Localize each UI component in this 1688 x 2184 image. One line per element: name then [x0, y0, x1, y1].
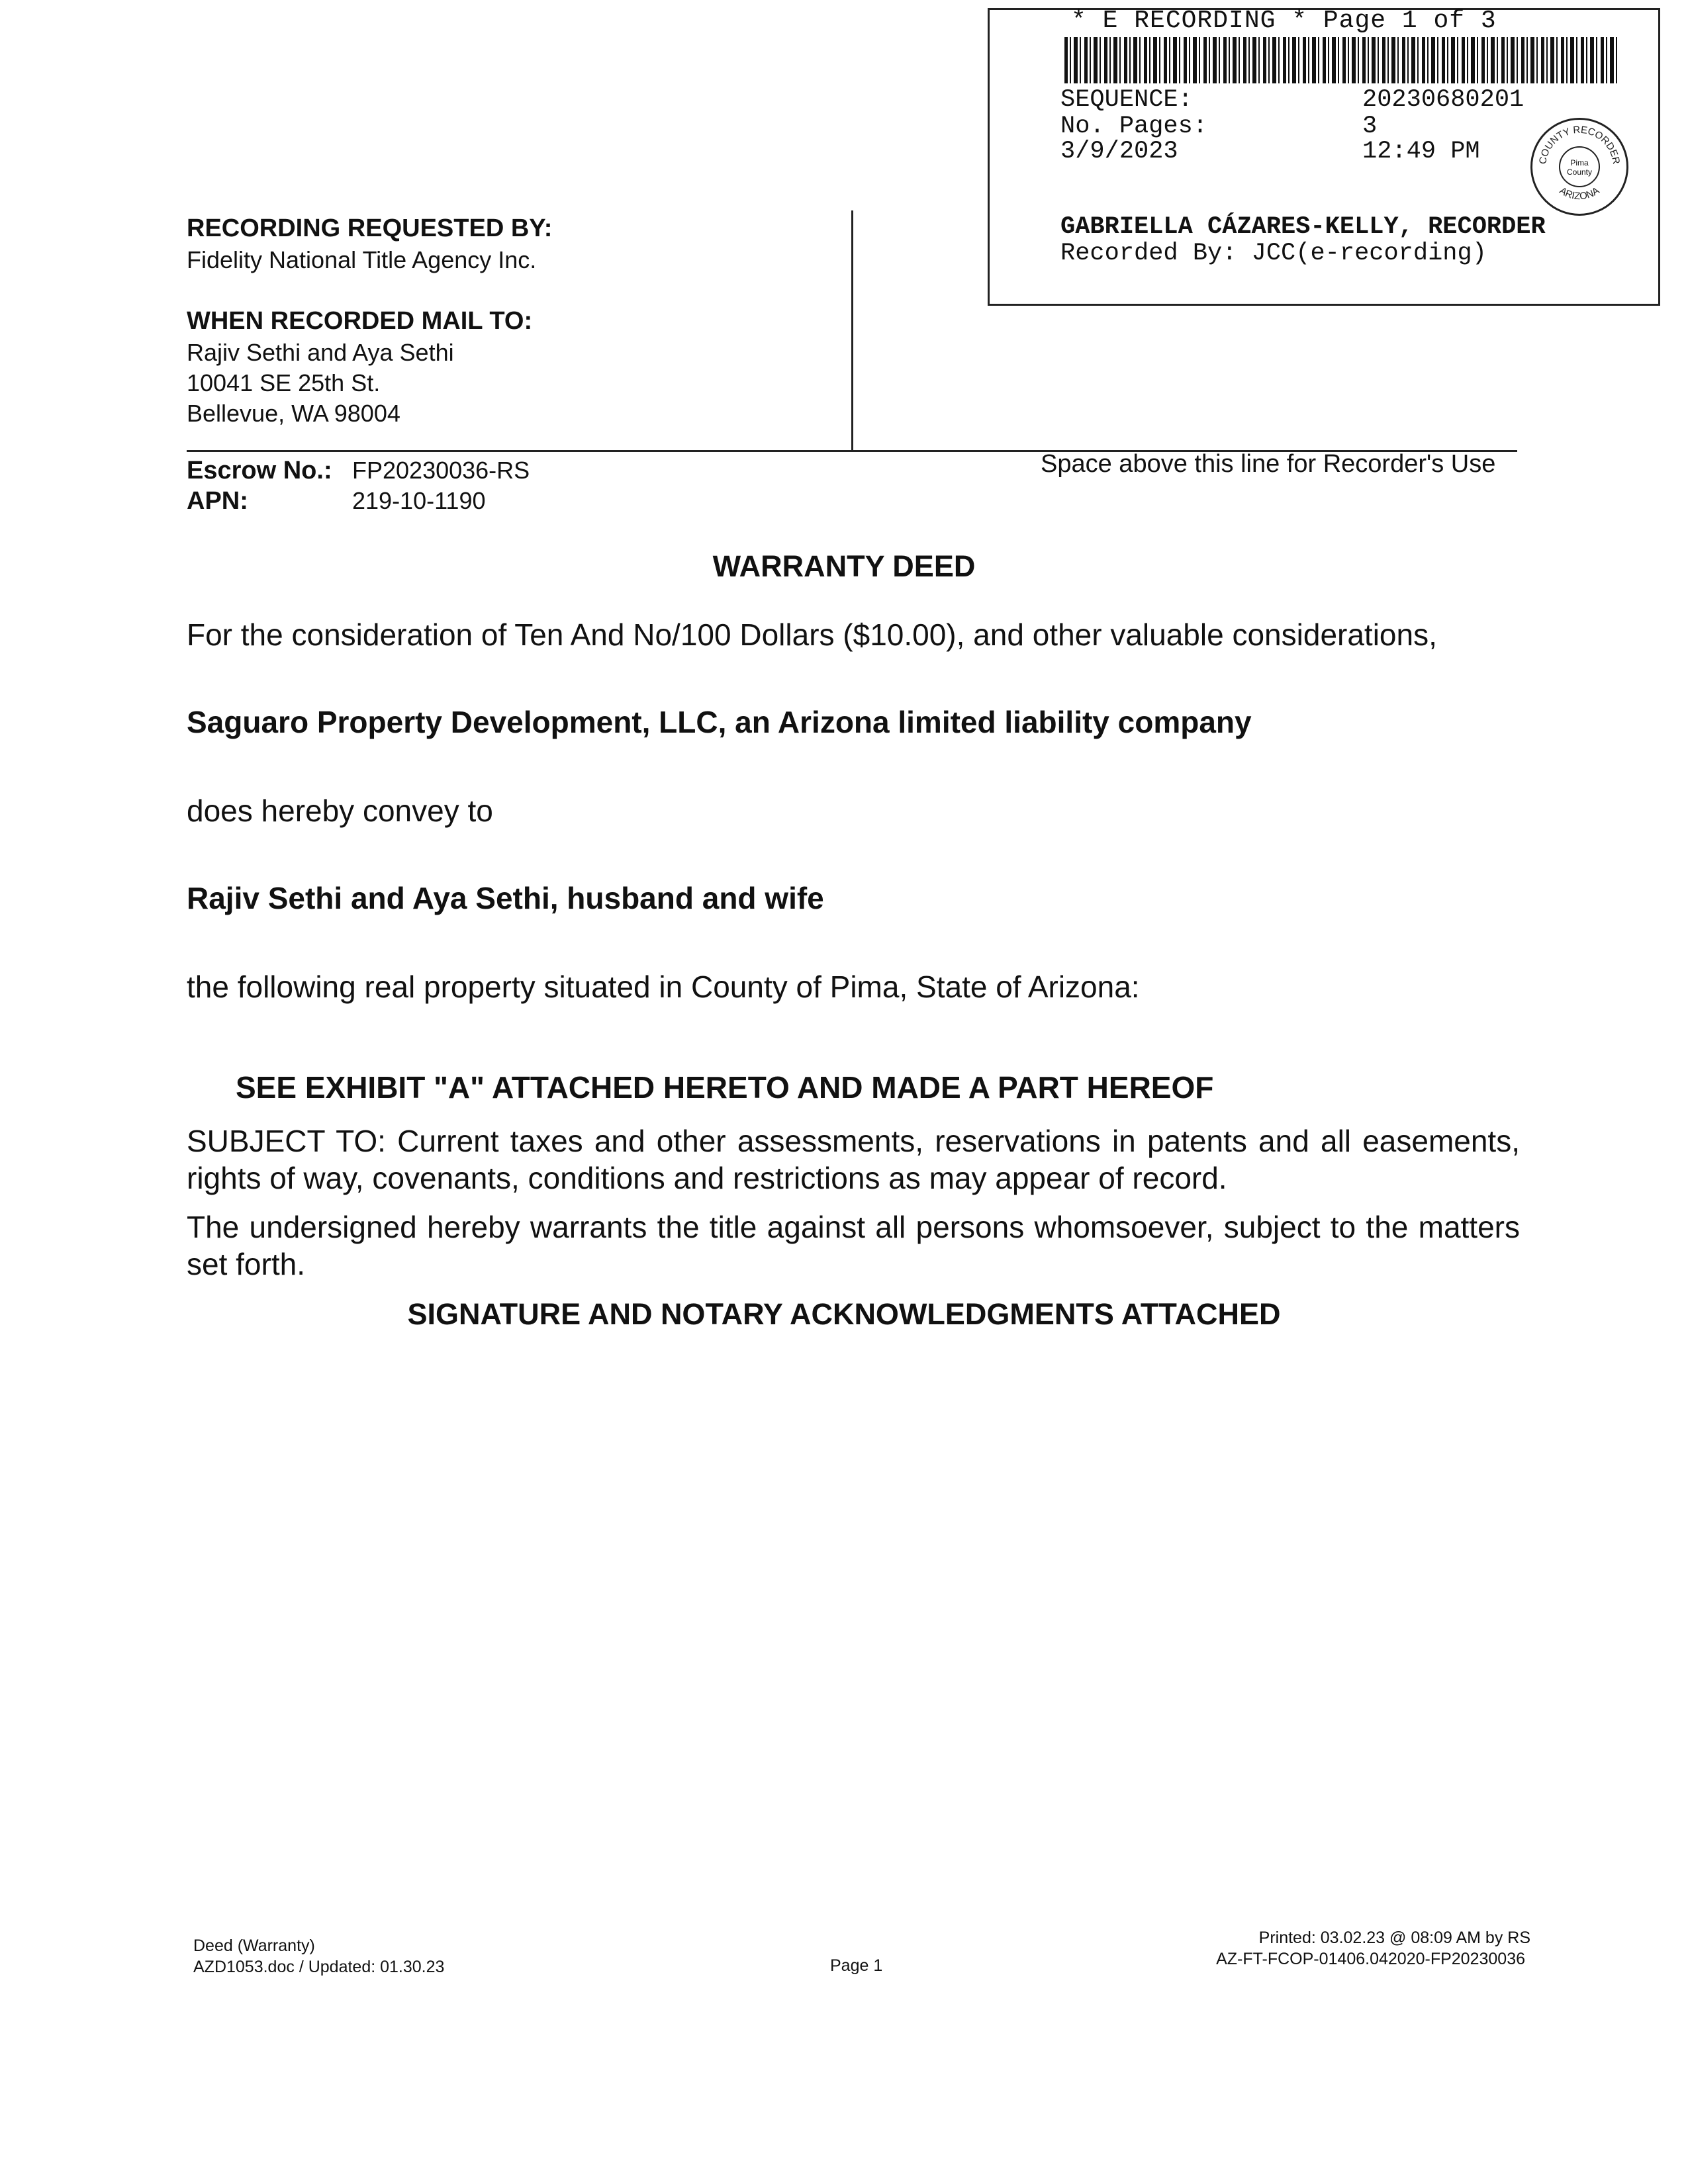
pages-value: 3 [1362, 113, 1378, 140]
recording-requested-label: RECORDING REQUESTED BY: [187, 214, 553, 242]
sequence-value: 20230680201 [1362, 86, 1524, 114]
recorder-use-note: Space above this line for Recorder's Use [1041, 450, 1496, 478]
recording-date: 3/9/2023 [1060, 138, 1178, 165]
header-divider-vertical [851, 210, 853, 450]
recorder-name: GABRIELLA CÁZARES-KELLY, RECORDER [1060, 213, 1546, 241]
sequence-label: SEQUENCE: [1060, 86, 1193, 114]
grantor-name: Saguaro Property Development, LLC, an Arizona limited liability company [187, 705, 1252, 739]
consideration-text: For the consideration of Ten And No/100 Dollars ($10.00), and other valuable considerations, [187, 617, 1437, 652]
signature-heading: SIGNATURE AND NOTARY ACKNOWLEDGMENTS ATTACHED [407, 1297, 1281, 1331]
warranty-paragraph: The undersigned hereby warrants the title against all persons whomsoever, subject to the matters set forth. [187, 1210, 1520, 1281]
convey-text: does hereby convey to [187, 794, 493, 828]
mail-to-city: Bellevue, WA 98004 [187, 400, 400, 427]
mail-to-street: 10041 SE 25th St. [187, 369, 381, 396]
barcode [1064, 37, 1620, 83]
seal-center [1559, 146, 1600, 187]
county-seal-icon [1530, 118, 1628, 216]
footer-page-number: Page 1 [830, 1956, 883, 1975]
pages-label: No. Pages: [1060, 113, 1208, 140]
grantee-name: Rajiv Sethi and Aya Sethi, husband and wife [187, 881, 824, 915]
apn-value: 219-10-1190 [352, 487, 486, 514]
recorded-by: Recorded By: JCC(e-recording) [1060, 240, 1487, 267]
footer-doc-file: AZD1053.doc / Updated: 01.30.23 [193, 1958, 445, 1976]
mail-to-name: Rajiv Sethi and Aya Sethi [187, 339, 454, 366]
escrow-value: FP20230036-RS [352, 457, 530, 484]
escrow-label: Escrow No.: [187, 457, 332, 484]
svg-text:ARIZONA [1558, 185, 1602, 203]
recording-requested-by: Fidelity National Title Agency Inc. [187, 246, 537, 273]
apn-label: APN: [187, 487, 248, 515]
footer-file-code: AZ-FT-FCOP-01406.042020-FP20230036 [1216, 1950, 1525, 1968]
footer-doc-type: Deed (Warranty) [193, 1936, 315, 1955]
seal-bottom-text: ARIZONA [1557, 185, 1602, 203]
exhibit-reference: SEE EXHIBIT "A" ATTACHED HERETO AND MADE A PART HEREOF [236, 1070, 1214, 1105]
property-intro: the following real property situated in County of Pima, State of Arizona: [187, 970, 1140, 1004]
recording-time: 12:49 PM [1362, 138, 1480, 165]
mail-to-label: WHEN RECORDED MAIL TO: [187, 307, 533, 335]
footer-printed: Printed: 03.02.23 @ 08:09 AM by RS [1258, 1929, 1530, 1947]
stamp-header: * E RECORDING * Page 1 of 3 [1071, 7, 1497, 35]
deed-title: WARRANTY DEED [712, 549, 976, 583]
subject-to-paragraph: SUBJECT TO: Current taxes and other assessments, reservations in patents and all easements, rights of way, covenants, conditions and restrictions as may appear of record. [187, 1124, 1520, 1195]
seal-center-text: Pima County [1566, 158, 1593, 177]
seal-top-text: COUNTY RECORDER [1537, 124, 1622, 165]
